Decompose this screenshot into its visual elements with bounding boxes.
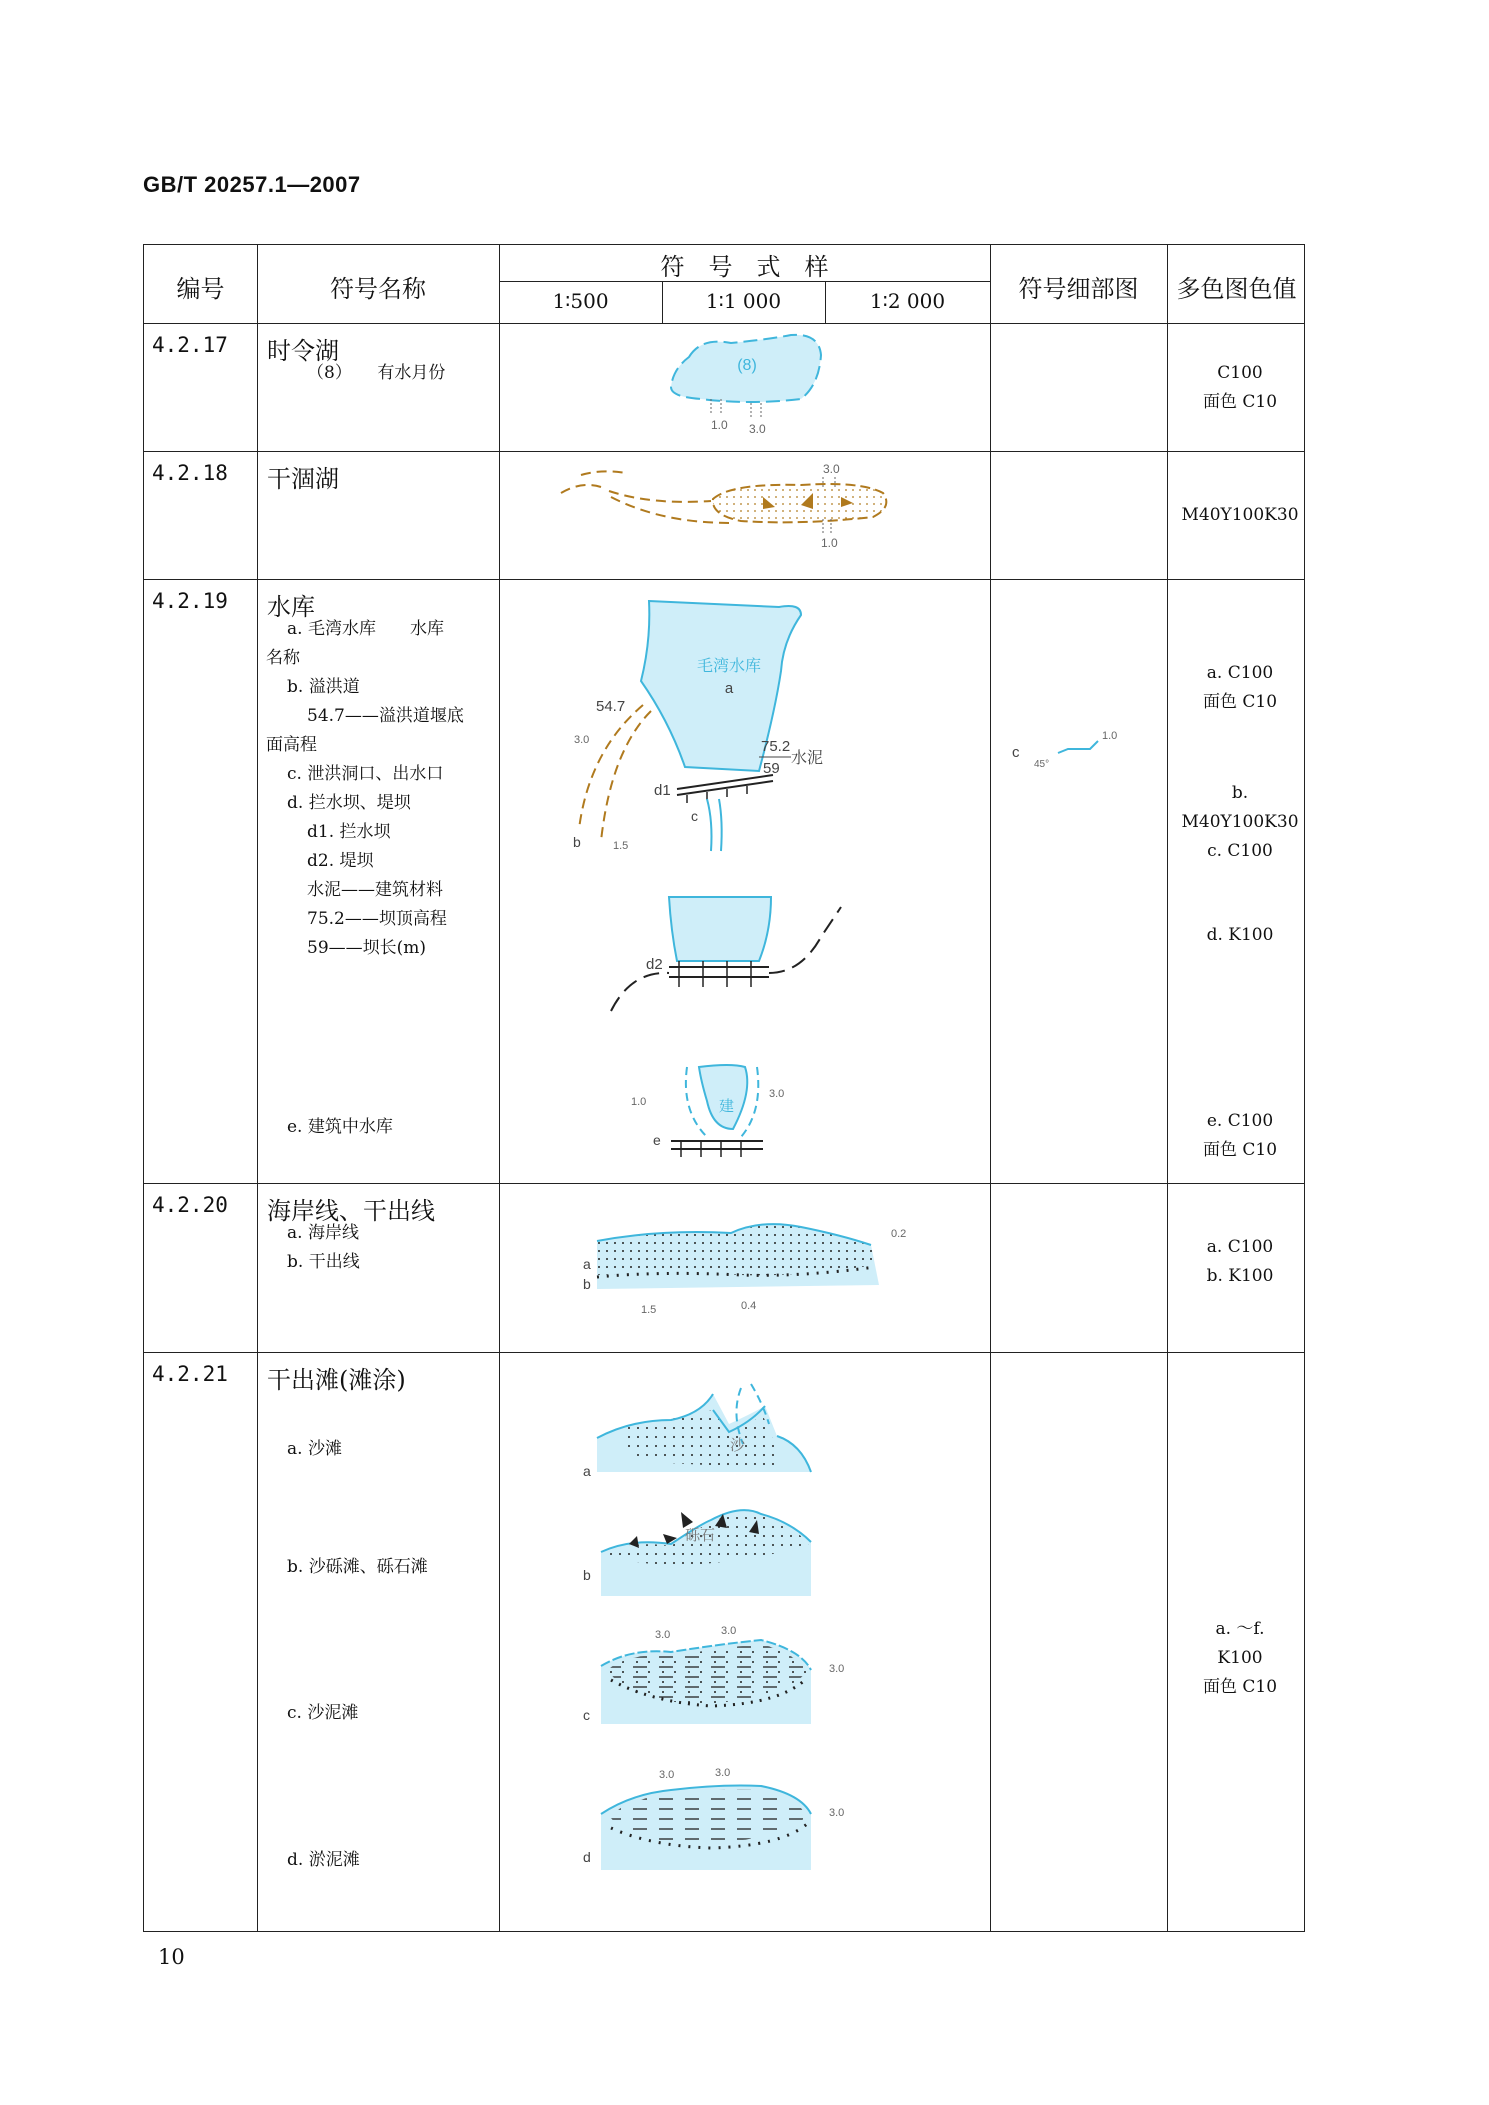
- svg-text:3.0: 3.0: [829, 1663, 845, 1675]
- svg-text:3.0: 3.0: [769, 1088, 785, 1100]
- header-scale-500: 1∶500: [552, 289, 609, 313]
- svg-text:建: 建: [719, 1098, 735, 1115]
- reservoir-symbol: [501, 581, 989, 1181]
- row-sub-item: （8） 有水月份: [307, 363, 446, 383]
- svg-text:1.5: 1.5: [641, 1304, 657, 1316]
- row-name: 时令湖: [267, 337, 339, 365]
- svg-text:毛湾水库: 毛湾水库: [696, 658, 762, 675]
- svg-text:b: b: [583, 1276, 591, 1292]
- svg-text:3.0: 3.0: [721, 1625, 737, 1637]
- svg-text:d2: d2: [646, 956, 663, 973]
- svg-text:a: a: [583, 1463, 591, 1479]
- row-sub-item: b. 沙砾滩、砾石滩: [287, 1557, 428, 1577]
- dry-lake-symbol: [501, 453, 989, 579]
- svg-text:a: a: [583, 1256, 591, 1272]
- svg-text:45°: 45°: [1034, 759, 1050, 770]
- row-sub-item: b. 溢洪道: [287, 677, 360, 697]
- svg-text:1.0: 1.0: [631, 1096, 647, 1108]
- row-sub-item: 54.7——溢洪道堰底: [307, 706, 464, 726]
- svg-text:水泥: 水泥: [791, 750, 824, 767]
- svg-text:3.0: 3.0: [715, 1767, 731, 1779]
- row-sub-item: 75.2——坝顶高程: [307, 909, 447, 929]
- svg-text:c: c: [1012, 744, 1020, 761]
- svg-text:1.0: 1.0: [821, 536, 838, 550]
- row-sub-item: 59——坝长(m): [307, 938, 427, 958]
- svg-text:(8): (8): [737, 357, 757, 374]
- svg-text:1.0: 1.0: [711, 418, 728, 432]
- svg-text:砾石: 砾石: [685, 1527, 716, 1544]
- row-number: 4.2.19: [152, 589, 228, 613]
- row-sub-item: e. 建筑中水库: [287, 1117, 393, 1137]
- svg-text:e: e: [653, 1132, 661, 1148]
- header-scale-2000: 1∶2 000: [869, 289, 946, 313]
- row-sub-item: d. 拦水坝、堤坝: [287, 793, 411, 813]
- row-name: 干出滩(滩涂): [267, 1366, 406, 1394]
- svg-text:54.7: 54.7: [596, 698, 626, 715]
- row-color: a. C100 面色 C10: [1202, 663, 1278, 712]
- symbol-table: [143, 244, 1305, 1932]
- svg-text:c: c: [583, 1707, 590, 1723]
- svg-text:b: b: [583, 1567, 591, 1583]
- row-number: 4.2.20: [152, 1193, 228, 1217]
- svg-text:1.0: 1.0: [1102, 730, 1118, 742]
- row-sub-item: 名称: [266, 648, 300, 668]
- tidal-flat-symbol: [501, 1354, 989, 1934]
- svg-text:3.0: 3.0: [655, 1629, 671, 1641]
- svg-text:d: d: [583, 1849, 591, 1865]
- row-sub-item: b. 干出线: [287, 1252, 360, 1272]
- row-color: a. C100 b. K100: [1206, 1237, 1274, 1286]
- row-color: M40Y100K30: [1181, 505, 1299, 525]
- svg-text:b: b: [573, 834, 581, 850]
- coastline-symbol: [501, 1185, 989, 1354]
- standard-code: GB/T 20257.1—2007: [143, 172, 361, 197]
- row-sub-item: a. 沙滩: [287, 1439, 342, 1459]
- row-sub-item: 水泥——建筑材料: [307, 880, 443, 900]
- row-number: 4.2.18: [152, 461, 228, 485]
- svg-text:3.0: 3.0: [574, 734, 590, 746]
- svg-text:3.0: 3.0: [659, 1769, 675, 1781]
- row-sub-item: c. 泄洪洞口、出水口: [287, 764, 444, 784]
- svg-text:0.2: 0.2: [891, 1228, 907, 1240]
- row-sub-item: 面高程: [266, 735, 317, 755]
- svg-text:d1: d1: [654, 782, 671, 799]
- svg-text:75.2: 75.2: [761, 738, 791, 755]
- reservoir-detail-symbol: [992, 715, 1167, 815]
- header-detail: 符号细部图: [1018, 275, 1139, 303]
- header-scale-1000: 1∶1 000: [705, 289, 782, 313]
- row-color: C100 面色 C10: [1202, 363, 1278, 412]
- header-name: 符号名称: [330, 275, 426, 303]
- row-color: e. C100 面色 C10: [1202, 1111, 1278, 1160]
- row-name: 水库: [267, 593, 315, 621]
- svg-text:59: 59: [763, 760, 780, 777]
- svg-text:3.0: 3.0: [749, 422, 766, 436]
- row-sub-item: a. 海岸线: [287, 1223, 359, 1243]
- row-sub-item: d. 淤泥滩: [287, 1850, 360, 1870]
- row-color: d. K100: [1206, 925, 1274, 945]
- row-number: 4.2.21: [152, 1362, 228, 1386]
- row-color: a. ～f. K100 面色 C10: [1202, 1619, 1278, 1697]
- seasonal-lake-symbol: [501, 325, 989, 451]
- row-number: 4.2.17: [152, 333, 228, 357]
- row-sub-item: c. 沙泥滩: [287, 1703, 359, 1723]
- row-name: 海岸线、干出线: [267, 1197, 435, 1225]
- svg-text:c: c: [691, 808, 698, 824]
- row-sub-item: a. 毛湾水库 水库: [287, 619, 444, 639]
- page-number: 10: [158, 1945, 185, 1969]
- svg-text:沙: 沙: [730, 1437, 746, 1454]
- header-color: 多色图色值: [1176, 275, 1297, 303]
- svg-text:1.5: 1.5: [613, 840, 629, 852]
- row-color: b. M40Y100K30 c. C100: [1181, 783, 1299, 861]
- header-style: 符 号 式 样: [660, 253, 829, 281]
- svg-text:3.0: 3.0: [823, 462, 840, 476]
- header-number: 编号: [176, 275, 225, 303]
- row-sub-item: d2. 堤坝: [307, 851, 374, 871]
- svg-text:3.0: 3.0: [829, 1807, 845, 1819]
- row-name: 干涸湖: [267, 465, 339, 493]
- svg-text:a: a: [724, 680, 734, 697]
- row-sub-item: d1. 拦水坝: [307, 822, 391, 842]
- svg-text:0.4: 0.4: [741, 1300, 757, 1312]
